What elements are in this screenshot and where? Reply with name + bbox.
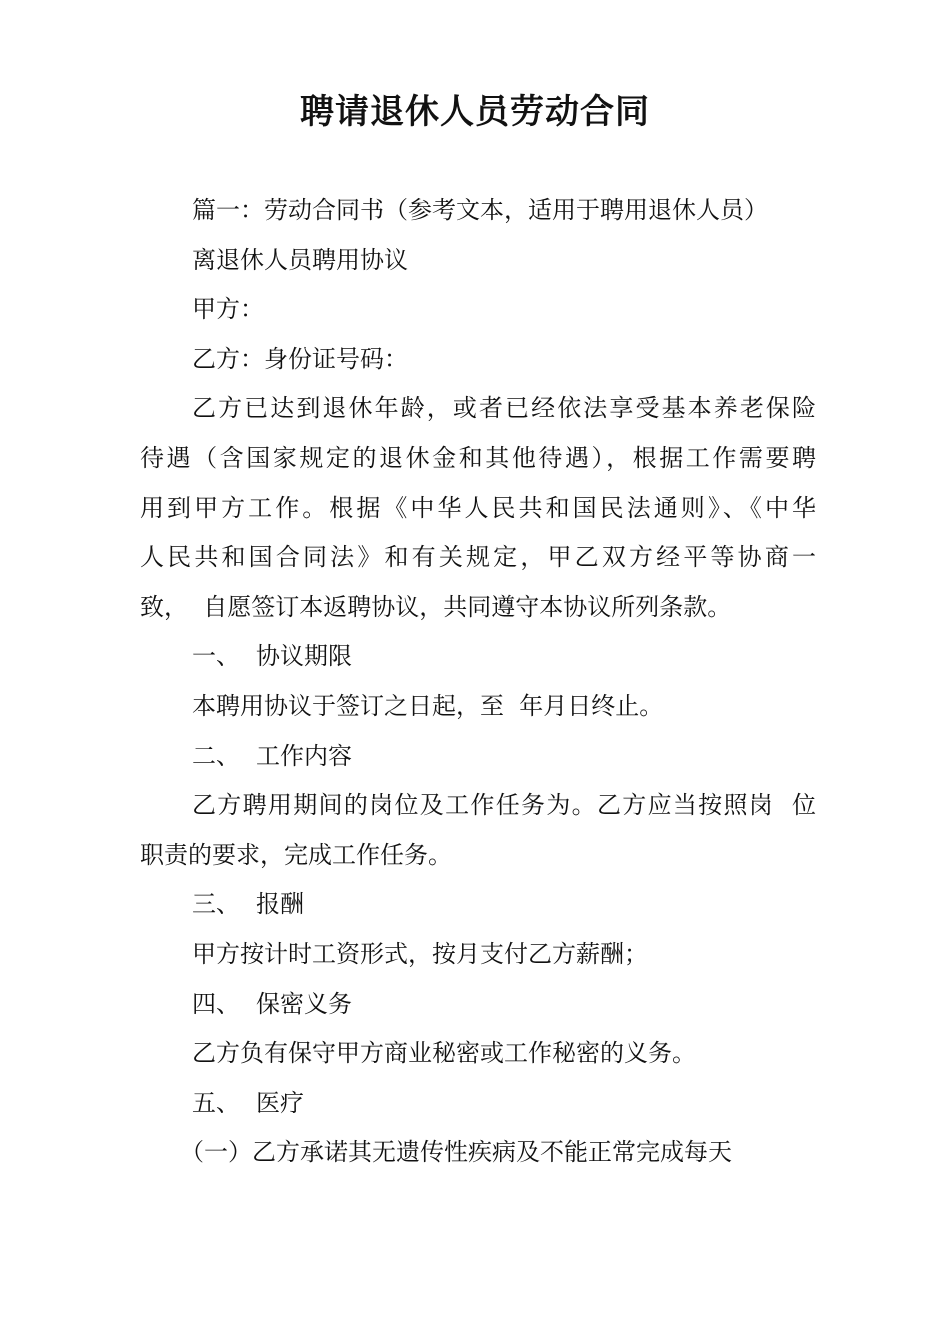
preamble-line: 待遇（含国家规定的退休金和其他待遇），根据工作需要聘 (140, 443, 816, 472)
section-2-line: 乙方聘用期间的岗位及工作任务为。乙方应当按照岗 位 (192, 791, 816, 820)
preamble-paragraph (140, 384, 820, 632)
party-b-line: 乙方：身份证号码： (192, 344, 408, 373)
section-2-line: 职责的要求，完成工作任务。 (140, 840, 452, 869)
section-title: 保密义务 (256, 989, 352, 1018)
section-4-heading (140, 980, 820, 1030)
agreement-name: 离退休人员聘用协议 (192, 245, 408, 274)
section-number: 三、 (192, 890, 240, 919)
preamble-line: 乙方已达到退休年龄，或者已经依法享受基本养老保险 (192, 394, 816, 423)
preamble-line: 用到甲方工作。根据《中华人民共和国民法通则》、《中华 (140, 493, 816, 522)
document-title: 聘请退休人员劳动合同 (300, 92, 650, 132)
section-3-heading (140, 880, 820, 930)
preamble-line: 致， 自愿签订本返聘协议，共同遵守本协议所列条款。 (140, 592, 732, 621)
section-number: 二、 (192, 741, 240, 770)
section-number: 一、 (192, 642, 240, 671)
section-number: 五、 (192, 1088, 240, 1117)
section-2-paragraph (140, 781, 820, 880)
section-title: 医疗 (256, 1088, 304, 1117)
preamble-line: 人民共和国合同法》和有关规定，甲乙双方经平等协商一 (140, 543, 816, 572)
section-5-heading (140, 1079, 820, 1129)
party-a-line: 甲方： (192, 295, 264, 324)
section-4-text: 乙方负有保守甲方商业秘密或工作秘密的义务。 (192, 1039, 696, 1068)
section-1-text: 本聘用协议于签订之日起，至 年月日终止。 (192, 691, 664, 720)
document-body (140, 186, 820, 1178)
section-title: 报酬 (256, 890, 304, 919)
section-2-heading (140, 732, 820, 782)
section-title: 协议期限 (256, 642, 352, 671)
subtitle: 篇一：劳动合同书（参考文本，适用于聘用退休人员） (192, 196, 768, 224)
section-5-text: （一）乙方承诺其无遗传性疾病及不能正常完成每天 (180, 1138, 732, 1167)
section-title: 工作内容 (256, 741, 352, 770)
section-3-text: 甲方按计时工资形式，按月支付乙方薪酬； (192, 939, 648, 968)
section-number: 四、 (192, 989, 240, 1018)
section-1-heading (140, 632, 820, 682)
